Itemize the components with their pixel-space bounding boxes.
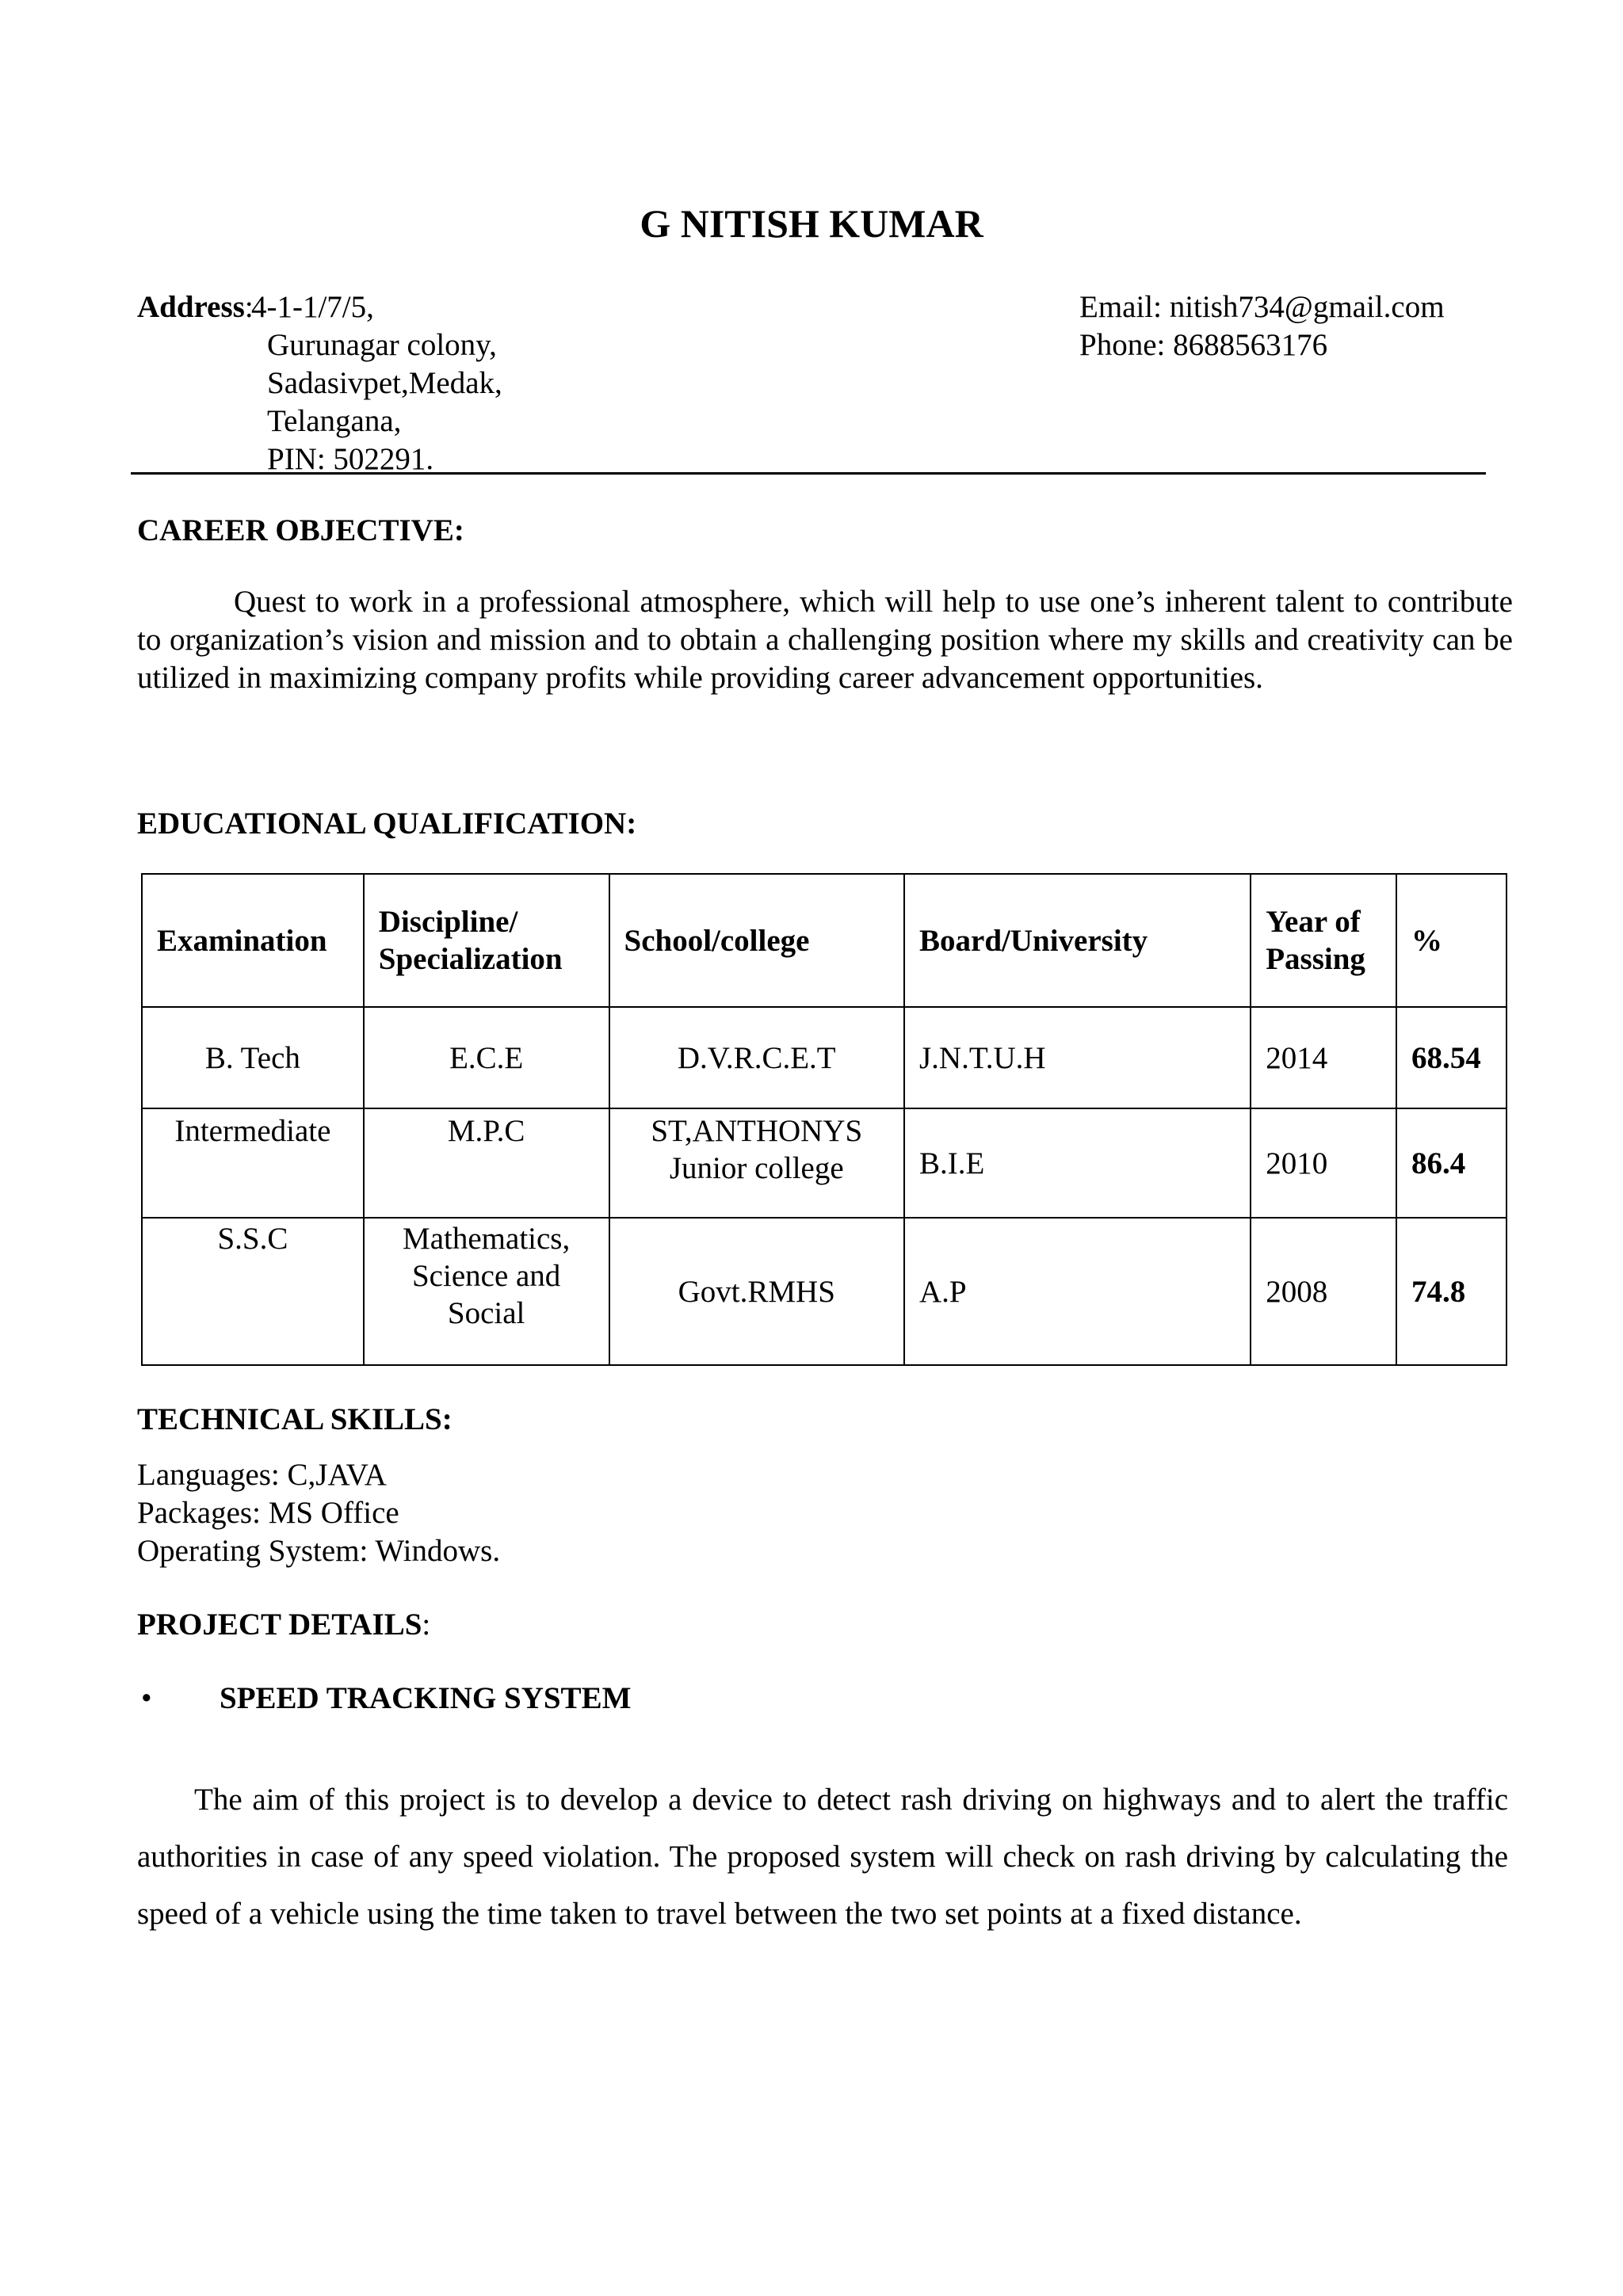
address-label: Address: xyxy=(137,290,254,324)
column-header: Year of Passing xyxy=(1251,874,1396,1007)
address-line: Telangana, xyxy=(267,404,402,438)
board-cell: J.N.T.U.H xyxy=(904,1007,1251,1108)
candidate-name: G NITISH KUMAR xyxy=(640,201,983,246)
percent-cell: 68.54 xyxy=(1396,1007,1507,1108)
project-title: SPEED TRACKING SYSTEM xyxy=(220,1681,632,1715)
skill-item: Packages: MS Office xyxy=(137,1496,399,1530)
year-cell: 2010 xyxy=(1251,1108,1396,1218)
board-cell: B.I.E xyxy=(904,1108,1251,1218)
table-row xyxy=(142,1108,1507,1218)
year-cell: 2008 xyxy=(1251,1218,1396,1365)
education-table xyxy=(141,873,1507,1366)
address-line: 4-1-1/7/5, xyxy=(251,290,374,324)
exam-cell: S.S.C xyxy=(142,1218,364,1365)
percent-cell: 74.8 xyxy=(1396,1218,1507,1365)
column-header: Examination xyxy=(142,874,364,1007)
skill-item: Operating System: Windows. xyxy=(137,1534,501,1568)
contact-block xyxy=(1079,288,1445,364)
column-header: % xyxy=(1396,874,1507,1007)
table-row xyxy=(142,1007,1507,1108)
address-line: Gurunagar colony, xyxy=(267,328,497,362)
column-header: Discipline/ Specialization xyxy=(364,874,609,1007)
skills-list xyxy=(137,1456,500,1570)
column-header: Board/University xyxy=(904,874,1251,1007)
phone-text: Phone: 8688563176 xyxy=(1079,328,1328,362)
email-text: Email: nitish734@gmail.com xyxy=(1079,290,1445,324)
school-cell: Govt.RMHS xyxy=(609,1218,905,1365)
education-heading: EDUCATIONAL QUALIFICATION: xyxy=(137,807,637,841)
school-cell: ST,ANTHONYS Junior college xyxy=(609,1108,905,1218)
bullet-icon: • xyxy=(141,1681,152,1715)
table-header-row xyxy=(142,874,1507,1007)
column-header: School/college xyxy=(609,874,905,1007)
percent-cell: 86.4 xyxy=(1396,1108,1507,1218)
skill-item: Languages: C,JAVA xyxy=(137,1458,387,1492)
table-row xyxy=(142,1218,1507,1365)
school-cell: D.V.R.C.E.T xyxy=(609,1007,905,1108)
technical-skills-heading: TECHNICAL SKILLS: xyxy=(137,1402,453,1436)
discipline-cell: E.C.E xyxy=(364,1007,609,1108)
career-objective-heading: CAREER OBJECTIVE: xyxy=(137,513,464,547)
career-objective-text: Quest to work in a professional atmosphere, which will help to use one’s inherent talent to contribute to organization’s vision and mission and to obtain a challenging position where my skills and creativity can be utilized in maximizing company profits while providing career advancement opportunities. xyxy=(137,585,1513,695)
exam-cell: Intermediate xyxy=(142,1108,364,1218)
address-line: Sadasivpet,Medak, xyxy=(267,366,502,400)
address-line: PIN: 502291. xyxy=(267,442,434,476)
exam-cell: B. Tech xyxy=(142,1007,364,1108)
address-block xyxy=(251,288,502,479)
project-description: The aim of this project is to develop a device to detect rash driving on highways and to alert the traffic authorities in case of any speed violation. The proposed system will check on rash driving by calculating the speed of a vehicle using the time taken to travel between the two set points at a fixed distance. xyxy=(137,1783,1508,1931)
discipline-cell: M.P.C xyxy=(364,1108,609,1218)
project-details-heading: PROJECT DETAILS: xyxy=(137,1608,431,1642)
discipline-cell: Mathematics, Science and Social xyxy=(364,1218,609,1365)
year-cell: 2014 xyxy=(1251,1007,1396,1108)
header-divider xyxy=(131,472,1486,475)
board-cell: A.P xyxy=(904,1218,1251,1365)
